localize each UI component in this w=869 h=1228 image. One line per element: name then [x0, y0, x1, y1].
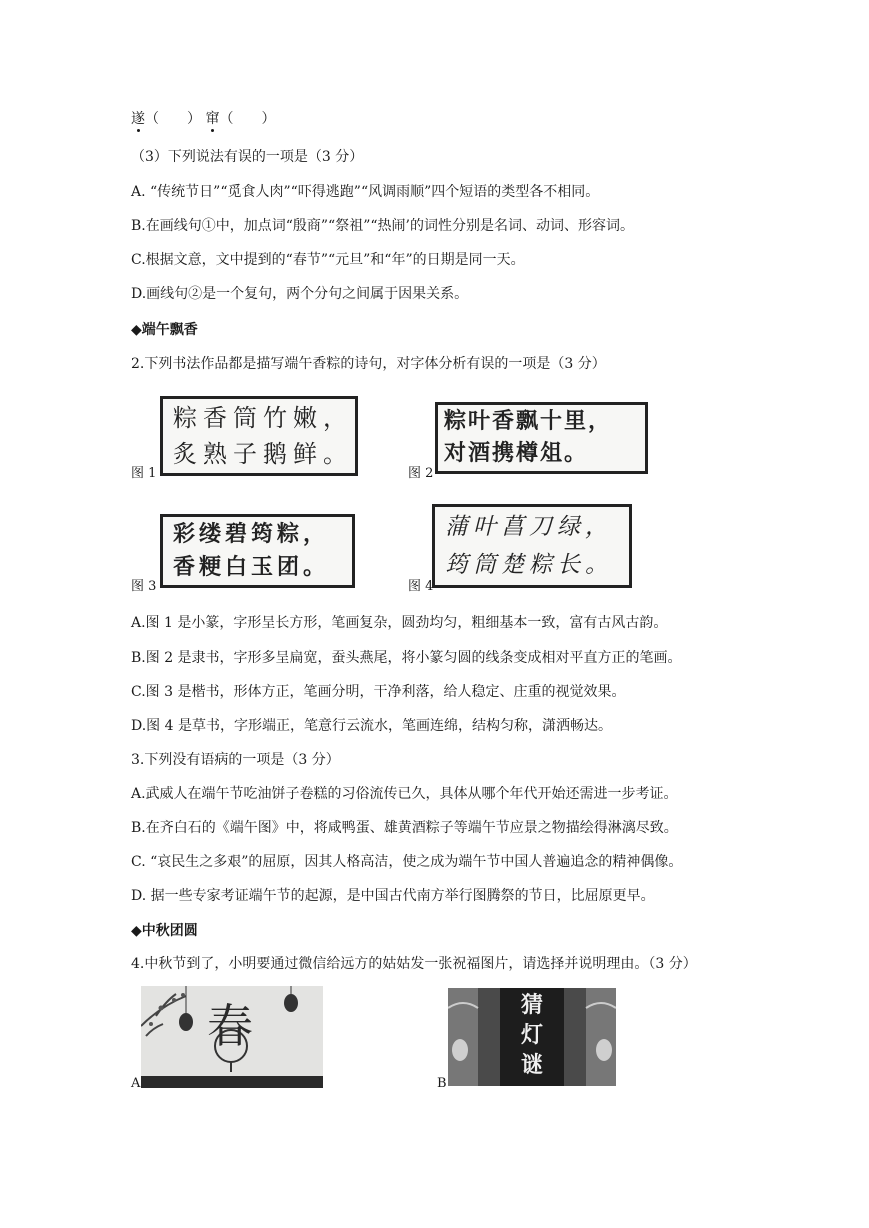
picture-b-title	[512, 990, 552, 1080]
fig-label-2: 图 2	[408, 466, 434, 481]
dotted-char-2: 窜	[205, 111, 220, 127]
fig-label-4: 图 4	[408, 579, 434, 594]
dotted-char-1: 遂	[131, 111, 145, 127]
blank-paren-2: （ ）	[219, 111, 276, 127]
picture-label-b: B	[437, 1076, 447, 1091]
blank-paren-1: （ ）	[145, 111, 201, 127]
fig3-row-2: 香粳白玉团。	[173, 554, 330, 580]
q4-stem: 4.中秋节到了，小明要通过微信给远方的姑姑发一张祝福图片，请选择并说明理由。（3 分）	[131, 956, 697, 972]
picture-label-a: A	[131, 1076, 141, 1091]
calligraphy-figure-1	[160, 396, 358, 476]
q2-option-b: B.图 2 是隶书，字形多呈扁宽，蚕头燕尾，将小篆匀圆的线条变成相对平直方正的笔画。	[131, 650, 682, 666]
q3b-option-b: B.在齐白石的《端午图》中，将咸鸭蛋、雄黄酒粽子等端午节应景之物描绘得淋漓尽致。	[131, 820, 678, 836]
q3-option-d: D.画线句②是一个复句，两个分句之间属于因果关系。	[131, 286, 469, 302]
q3b-option-c: C. “哀民生之多艰”的屈原，因其人格高洁，使之成为端午节中国人普遍追念的精神偶像。	[131, 854, 683, 870]
fig1-row-1: 粽香筒竹嫩，	[173, 404, 353, 432]
fig4-row-2: 筠筒楚粽长。	[445, 552, 613, 578]
calligraphy-figure-2	[435, 402, 648, 474]
section-heading-duanwu: ◆端午飘香	[131, 322, 198, 338]
q3-option-c: C.根据文意，文中提到的“春节”“元旦”和“年”的日期是同一天。	[131, 252, 525, 268]
q2-stem: 2.下列书法作品都是描写端午香粽的诗句，对字体分析有误的一项是（3 分）	[131, 356, 606, 372]
q3-stem: （3）下列说法有误的一项是（3 分）	[131, 149, 364, 165]
q3b-stem: 3.下列没有语病的一项是（3 分）	[131, 752, 340, 768]
calligraphy-figure-4	[432, 504, 632, 588]
section-heading-zhongqiu: ◆中秋团圆	[131, 923, 198, 939]
fig2-row-1: 粽叶香飘十里，	[444, 409, 613, 434]
q3b-option-a: A.武威人在端午节吃油饼子卷糕的习俗流传已久，具体从哪个年代开始还需进一步考证。	[131, 786, 678, 802]
q2-option-d: D.图 4 是草书，字形端正，笔意行云流水，笔画连绵，结构匀称，潇洒畅达。	[131, 718, 612, 734]
q2-option-c: C.图 3 是楷书，形体方正，笔画分明，干净利落，给人稳定、庄重的视觉效果。	[131, 684, 626, 700]
picture-b-char-3: 谜	[520, 1052, 543, 1078]
picture-b-char-1: 猜	[520, 992, 543, 1018]
fig4-row-1: 蒲叶菖刀绿，	[445, 514, 613, 540]
fig1-row-2: 炙熟子鹅鲜。	[173, 440, 353, 468]
q2-option-a: A.图 1 是小篆，字形呈长方形，笔画复杂，圆劲均匀，粗细基本一致，富有古风古韵。	[131, 615, 668, 631]
fig2-row-2: 对酒携樽俎。	[444, 441, 589, 466]
greeting-picture-a	[141, 986, 323, 1088]
q3b-option-d: D. 据一些专家考证端午节的起源，是中国古代南方举行图腾祭的节日，比屈原更早。	[131, 888, 655, 904]
picture-b-char-2: 灯	[520, 1022, 543, 1048]
fig3-row-1: 彩缕碧筠粽，	[173, 521, 330, 547]
calligraphy-figure-3	[160, 514, 355, 588]
fig-label-3: 图 3	[131, 579, 157, 594]
q3-option-a: A. “传统节日”“觅食人肉”“吓得逃跑”“风调雨顺”四个短语的类型各不相同。	[131, 184, 600, 200]
picture-a-character: 春	[207, 999, 253, 1053]
q3-option-b: B.在画线句①中，加点词“殷商”“祭祖”“热闹’的词性分别是名词、动词、形容词。	[131, 218, 634, 234]
fig-label-1: 图 1	[131, 466, 157, 481]
char-pinyin-line	[131, 110, 275, 128]
greeting-picture-b	[448, 988, 616, 1086]
